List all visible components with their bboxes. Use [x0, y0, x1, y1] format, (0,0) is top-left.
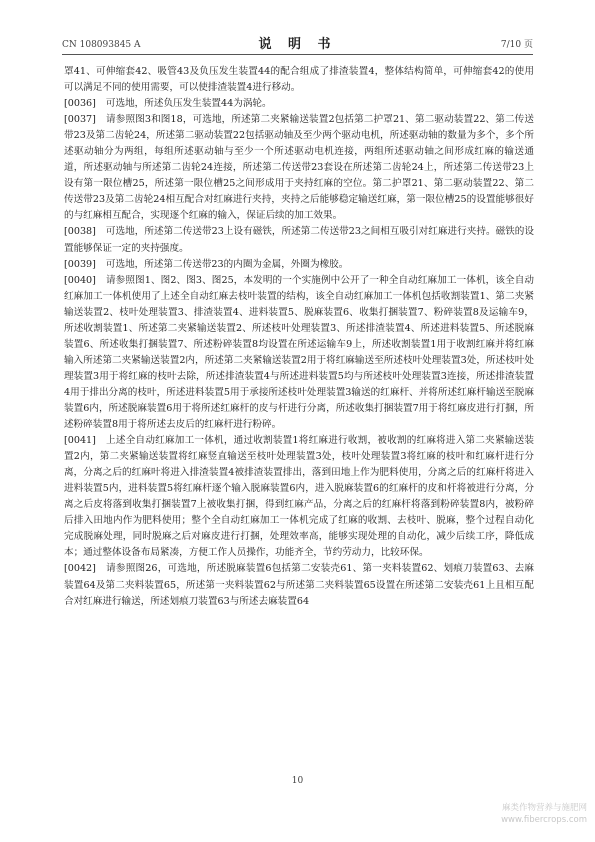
document-title: 说 明 书 [258, 37, 337, 52]
paragraph-number: [0040] [64, 274, 96, 286]
paragraph-number: [0038] [64, 226, 96, 238]
paragraph-0040 [64, 273, 534, 433]
paragraph-0039 [64, 257, 534, 273]
page-header [62, 34, 533, 55]
paragraph-number: [0039] [64, 258, 96, 270]
paragraph-text: 上述全自动红麻加工一体机，通过收割装置1将红麻进行收割，被收割的红麻将进入第二夹紧输送装置2内，第二夹紧输送装置将红麻竖直输送至枝叶处理装置3处，枝叶处理装置3将红麻的枝叶和红麻杆进行分离，分离之后的红麻叶将进入排渣装置4被排渣装置排出，落到田地上作为肥料使用，分离之后的红麻杆将进入进料装置5内，进料装置5将红麻杆逐个输入脱麻装置6内，进入脱麻装置6的红麻杆的皮和杆将被进行分离，分离之后皮将落到收集打捆装置7上被收集打捆，得到红麻产品，分离之后的红麻杆将落到粉碎装置8内，被粉碎后排入田地内作为肥料使用；整个全自动红麻加工一体机完成了红麻的收割、去枝叶、脱麻，整个过程自动化完成脱麻处理，同时脱麻之后对麻皮进行打捆，处理效率高，能够实现处理的自动化，减少后续工序，降低成本；通过整体设备布局紧凑，方便工作人员操作，功能齐全，节约劳动力，比较环保。 [64, 435, 534, 559]
page-number: 10 [291, 776, 304, 786]
paragraph-number: [0036] [64, 98, 96, 110]
paragraph-text: 可选地，所述负压发生装置44为涡轮。 [105, 98, 272, 110]
paragraph-text: 请参照图1、图2、图3、图25，本发明的一个实施例中公开了一种全自动红麻加工一体机，该全自动红麻加工一体机使用了上述全自动红麻去枝叶装置的结构，该全自动红麻加工一体机包括收割装置1、第二夹紧输送装置2、枝叶处理装置3、排渣装置4、进料装置5、脱麻装置6、收集打捆装置7、粉碎装置8及运输车9，所述收割装置1、所述第二夹紧输送装置2、所述枝叶处理装置3、所述排渣装置4、所述进料装置5、所述脱麻装置6、所述收集打捆装置7、所述粉碎装置8均设置在所述运输车9上，所述收割装置1用于收割红麻并将红麻输入所述第二夹紧输送装置2内，所述第二夹紧输送装置2用于将红麻输送至所述枝叶处理装置3处，所述枝叶处理装置3用于将红麻的枝叶去除，所述排渣装置4与所述进料装置5均与所述枝叶处理装置3连接，所述排渣装置4用于排出分离的枝叶，所述进料装置5用于承接所述枝叶处理装置3输送的红麻杆、并将所述红麻杆输送至脱麻装置6内，所述脱麻装置6用于将所述红麻杆的皮与杆进行分离，所述收集打捆装置7用于将红麻皮进行打捆，所述粉碎装置8用于将所述去皮后的红麻杆进行粉碎。 [64, 274, 534, 431]
watermark-name: 麻类作物营养与施肥网 [501, 803, 587, 813]
patent-number: CN 108093845 A [62, 40, 141, 50]
paragraph-0038 [64, 224, 534, 256]
paragraph-number: [0042] [64, 563, 96, 575]
page-indicator: 7/10 页 [500, 40, 533, 50]
paragraph-number: [0037] [64, 114, 96, 126]
paragraph-text: 罩41、可伸缩套42、吸管43及负压发生装置44的配合组成了排渣装置4，整体结构简单，可伸缩套42的使用可以满足不同的使用需要，可以使排渣装置4进行移动。 [64, 66, 534, 94]
paragraph-continued [64, 64, 534, 96]
paragraph-0036 [64, 96, 534, 112]
paragraph-text: 可选地，所述第二传送带23的内圈为金属，外圈为橡胶。 [105, 258, 349, 270]
paragraph-number: [0041] [64, 435, 96, 447]
description-body [64, 64, 534, 610]
site-watermark [501, 802, 587, 826]
paragraph-text: 请参照图3和图18，可选地，所述第二夹紧输送装置2包括第二护罩21、第二驱动装置22、第二传送带23及第二齿轮24，所述第二驱动装置22包括驱动轴及至少两个驱动电机，所述驱动轴的数量为多个，多个所述驱动轴分为两组，每组所述驱动轴与至少一个所述驱动电机连接，两组所述驱动轴之间形成红麻的输送通道，所述驱动轴与所述第二齿轮24连接，所述第二传送带23套设在所述第二齿轮24上，所述第二传送带23上设有第一限位槽25，所述第一限位槽25之间形成用于夹持红麻的空位。第二护罩21、第二驱动装置22、第二传送带23及第二齿轮24相互配合对红麻进行夹持，夹持之后能够稳定输送红麻，第一限位槽25的设置能够很好的与红麻相互配合，实现逐个红麻的输入，保证后续的加工效果。 [64, 114, 534, 222]
paragraph-0042 [64, 561, 534, 609]
watermark-url: www.fibercrops.com [501, 815, 587, 825]
paragraph-0037 [64, 112, 534, 224]
paragraph-text: 请参照图26，可选地，所述脱麻装置6包括第二安装壳61、第一夹料装置62、划痕刀装置63、去麻装置64及第二夹料装置65，所述第一夹料装置62与所述第二夹料装置65设置在所述第二安装壳61上且相互配合对红麻进行输送，所述划痕刀装置63与所述去麻装置64 [64, 563, 534, 607]
paragraph-0041 [64, 433, 534, 561]
paragraph-text: 可选地，所述第二传送带23上设有磁铁，所述第二传送带23之间相互吸引对红麻进行夹持。磁铁的设置能够保证一定的夹持强度。 [64, 226, 534, 254]
